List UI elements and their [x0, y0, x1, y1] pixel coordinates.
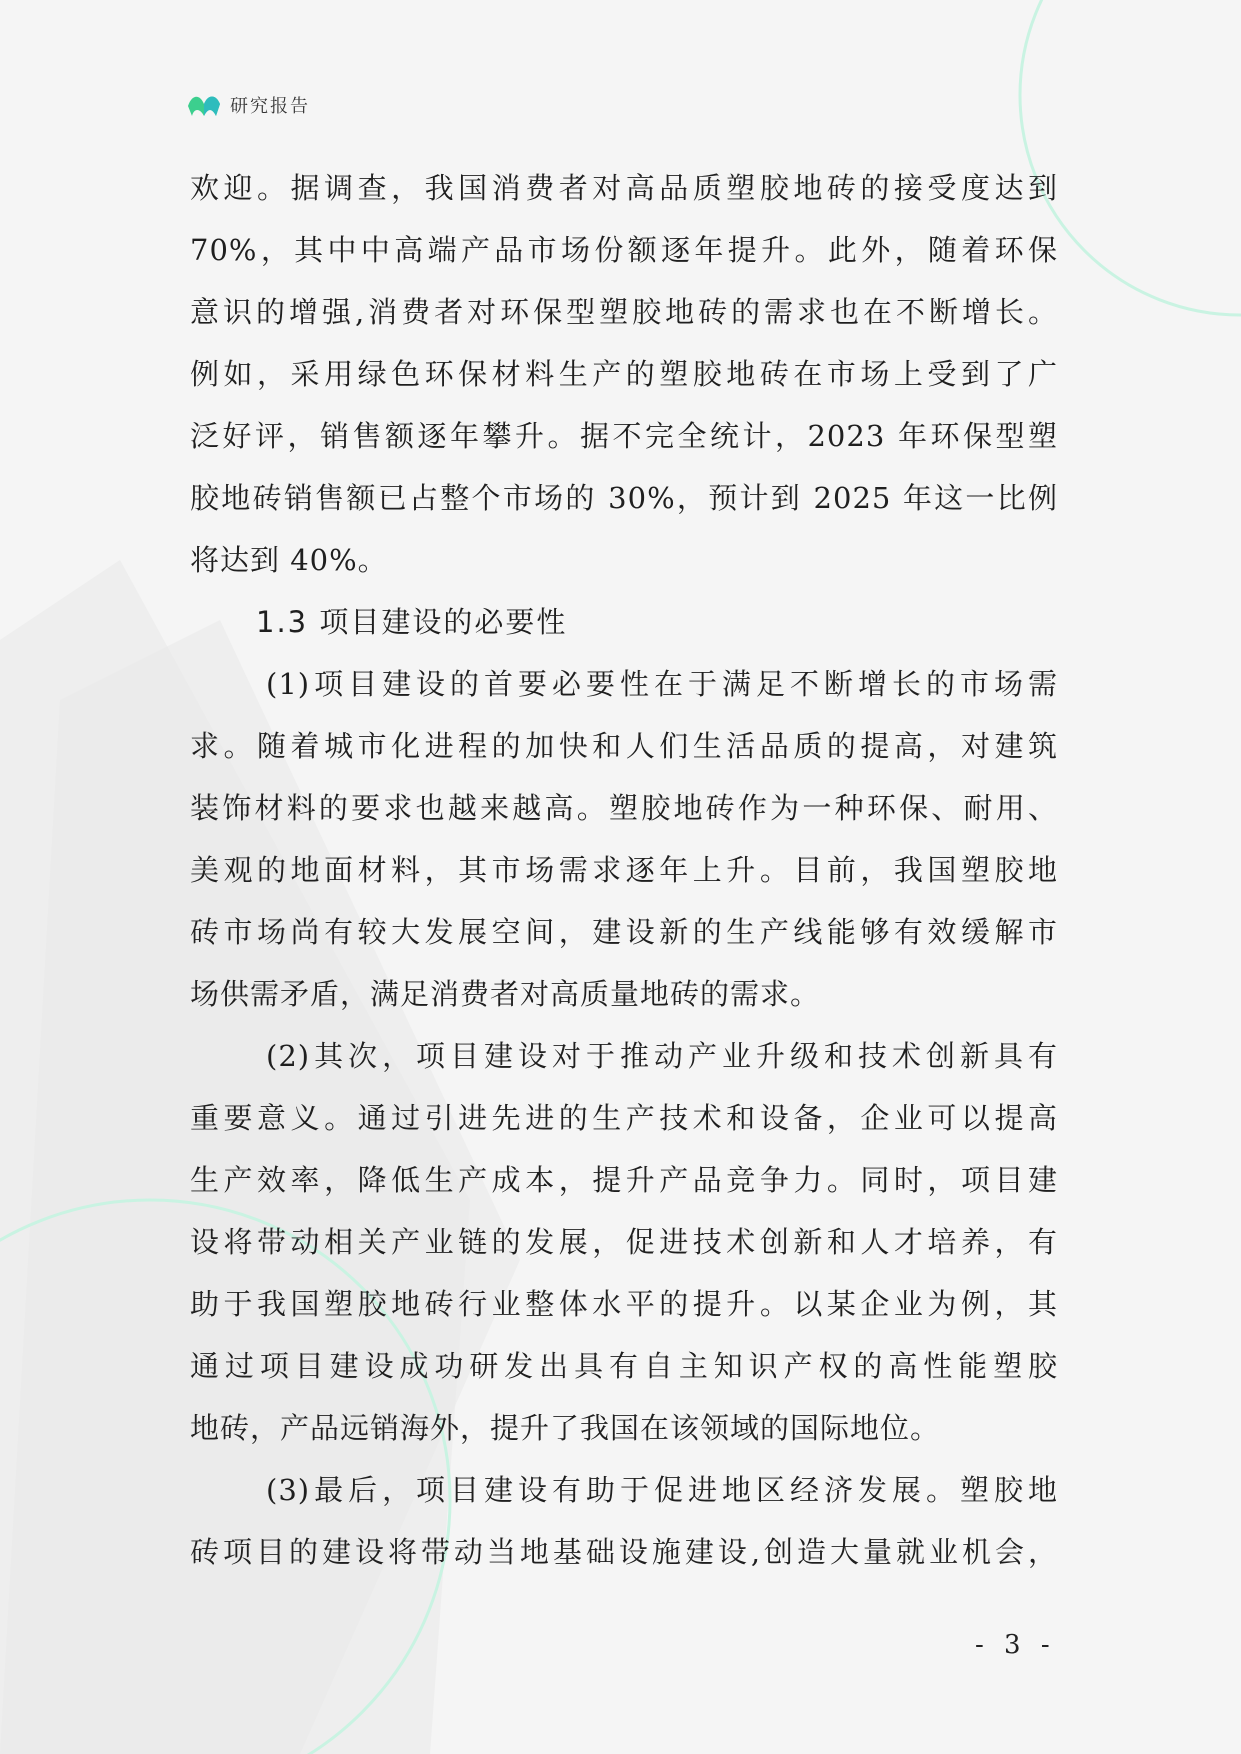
- body-line: 装饰材料的要求也越来越高。塑胶地砖作为一种环保、耐用、: [190, 791, 1058, 825]
- section-heading: 1.3 项目建设的必要性: [256, 605, 568, 639]
- body-line: 重要意义。通过引进先进的生产技术和设备，企业可以提高: [190, 1101, 1058, 1135]
- body-line: 意识的增强,消费者对环保型塑胶地砖的需求也在不断增长。: [190, 295, 1058, 329]
- page-number: - 3 -: [975, 1630, 1056, 1660]
- body-line: (3)最后，项目建设有助于促进地区经济发展。塑胶地: [266, 1473, 1058, 1507]
- body-line: 求。随着城市化进程的加快和人们生活品质的提高，对建筑: [190, 729, 1058, 763]
- body-line: 泛好评，销售额逐年攀升。据不完全统计，2023 年环保型塑: [190, 419, 1058, 453]
- body-line: 砖项目的建设将带动当地基础设施建设,创造大量就业机会，: [190, 1535, 1058, 1569]
- body-line: 地砖，产品远销海外，提升了我国在该领域的国际地位。: [190, 1411, 941, 1445]
- document-body: [190, 157, 1058, 1583]
- body-line: 设将带动相关产业链的发展，促进技术创新和人才培养，有: [190, 1225, 1058, 1259]
- body-line: 生产效率，降低生产成本，提升产品竞争力。同时，项目建: [190, 1163, 1058, 1197]
- body-line: 将达到 40%。: [190, 543, 388, 577]
- body-line: 胶地砖销售额已占整个市场的 30%，预计到 2025 年这一比例: [190, 481, 1058, 515]
- body-line: 助于我国塑胶地砖行业整体水平的提升。以某企业为例，其: [190, 1287, 1058, 1321]
- body-line: 场供需矛盾，满足消费者对高质量地砖的需求。: [190, 977, 821, 1011]
- body-line: 通过项目建设成功研发出具有自主知识产权的高性能塑胶: [190, 1349, 1058, 1383]
- body-line: 砖市场尚有较大发展空间，建设新的生产线能够有效缓解市: [190, 915, 1058, 949]
- body-line: (2)其次，项目建设对于推动产业升级和技术创新具有: [266, 1039, 1058, 1073]
- report-logo-icon: [186, 90, 222, 120]
- body-line: 70%，其中中高端产品市场份额逐年提升。此外，随着环保: [190, 233, 1058, 267]
- header-title: 研究报告: [230, 96, 310, 117]
- body-line: (1)项目建设的首要必要性在于满足不断增长的市场需: [266, 667, 1058, 701]
- body-line: 美观的地面材料，其市场需求逐年上升。目前，我国塑胶地: [190, 853, 1058, 887]
- body-line: 欢迎。据调查，我国消费者对高品质塑胶地砖的接受度达到: [190, 171, 1058, 205]
- body-line: 例如，采用绿色环保材料生产的塑胶地砖在市场上受到了广: [190, 357, 1058, 391]
- report-header: [186, 90, 310, 120]
